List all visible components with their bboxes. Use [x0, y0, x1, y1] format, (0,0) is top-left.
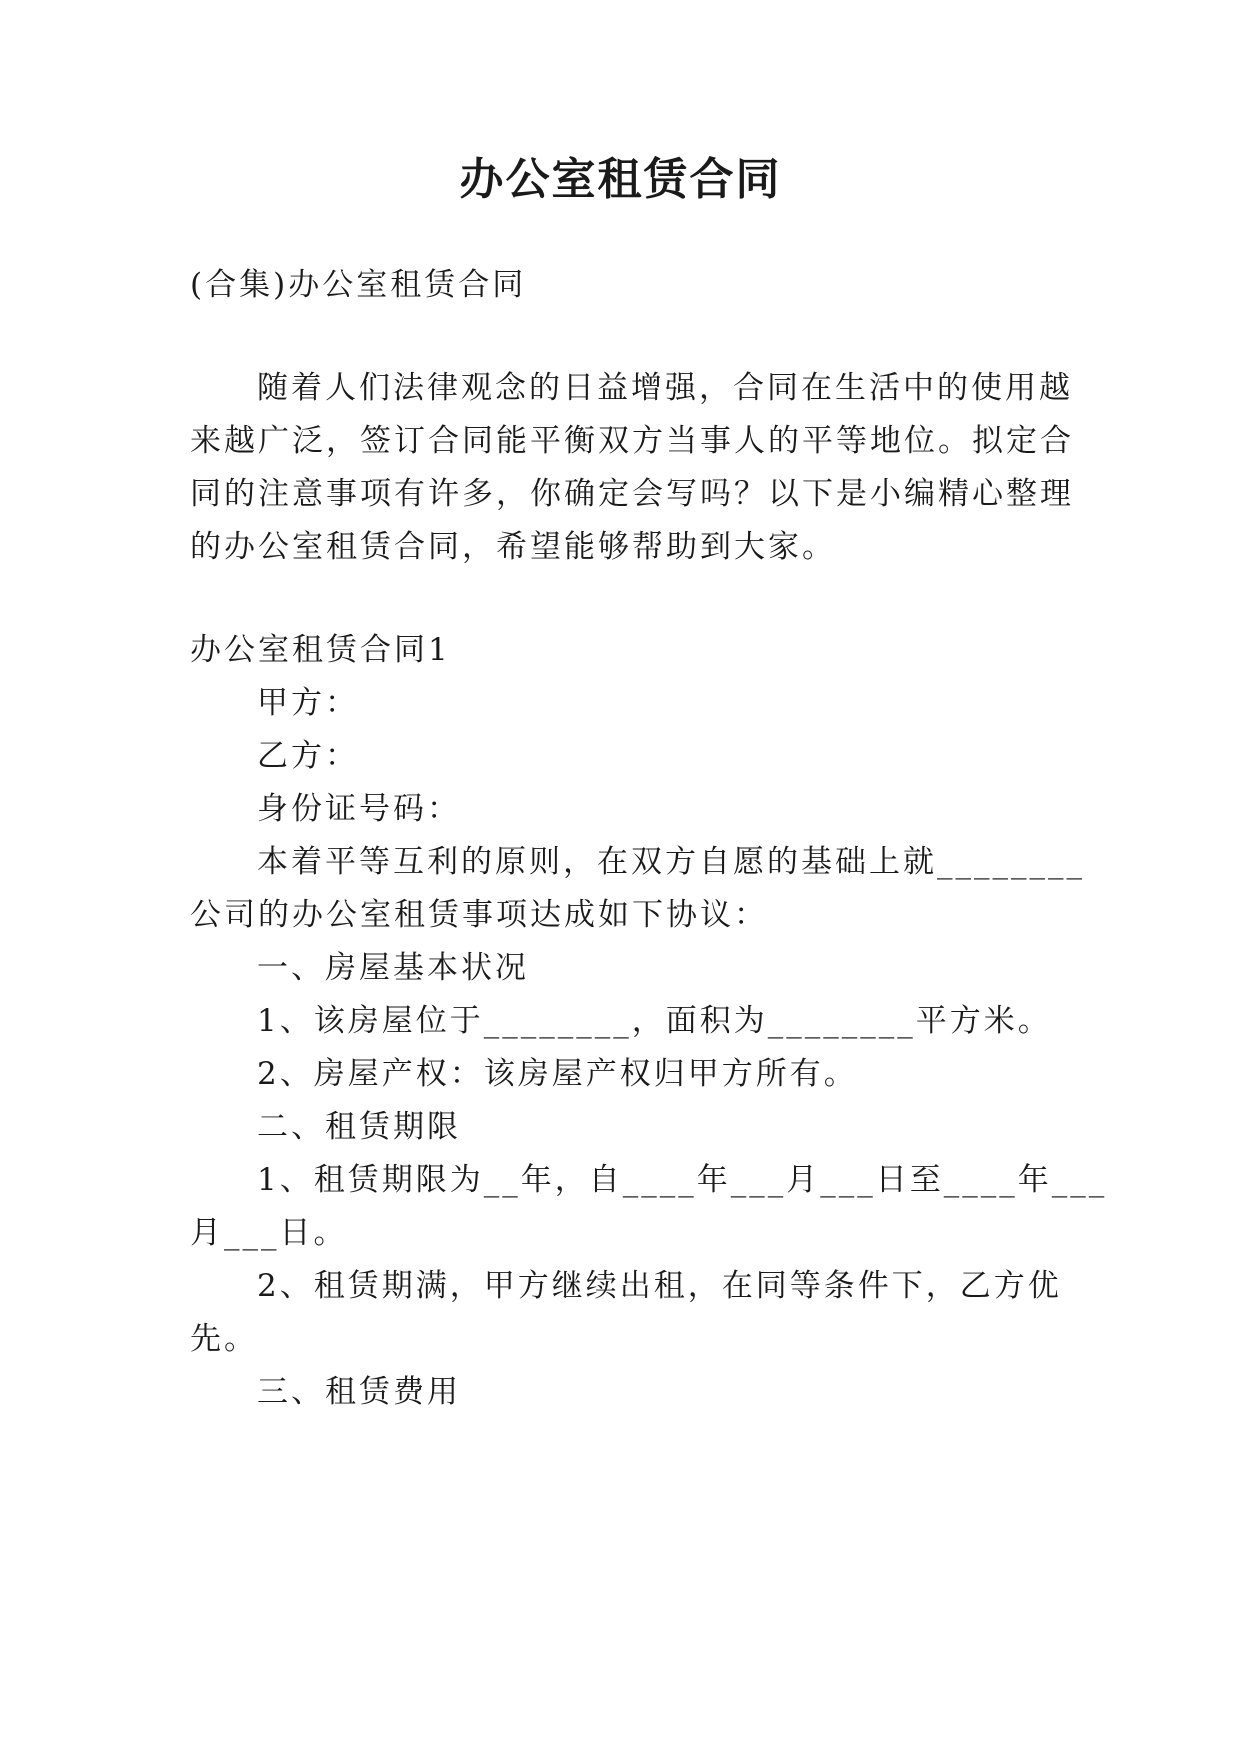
- document-subtitle: (合集)办公室租赁合同: [190, 267, 527, 303]
- clause-2-1-line-1: 1、租赁期限为__年，自____年___月___日至____年___: [257, 1162, 1108, 1198]
- clause-1-2: 2、房屋产权：该房屋产权归甲方所有。: [257, 1056, 858, 1092]
- preamble-line-2: 公司的办公室租赁事项达成如下协议：: [190, 897, 768, 933]
- intro-line-3: 同的注意事项有许多，你确定会写吗？以下是小编精心整理: [190, 476, 1074, 512]
- id-number-label: 身份证号码：: [257, 791, 461, 827]
- clause-2-heading: 二、租赁期限: [257, 1109, 461, 1145]
- clause-2-2-line-2: 先。: [190, 1321, 258, 1357]
- section-heading: 办公室租赁合同1: [190, 632, 451, 668]
- party-b-label: 乙方：: [257, 738, 359, 774]
- preamble-line-1: 本着平等互利的原则，在双方自愿的基础上就________: [257, 844, 1085, 880]
- intro-line-2: 来越广泛，签订合同能平衡双方当事人的平等地位。拟定合: [190, 423, 1074, 459]
- clause-1-1: 1、该房屋位于________，面积为________平方米。: [257, 1003, 1052, 1039]
- clause-2-1-line-2: 月___日。: [190, 1215, 348, 1251]
- intro-line-4: 的办公室租赁合同，希望能够帮助到大家。: [190, 529, 836, 565]
- intro-line-1: 随着人们法律观念的日益增强，合同在生活中的使用越: [257, 370, 1073, 406]
- clause-2-2-line-1: 2、租赁期满，甲方继续出租，在同等条件下，乙方优: [257, 1268, 1062, 1304]
- party-a-label: 甲方：: [257, 685, 359, 721]
- document-title: 办公室租赁合同: [459, 154, 782, 205]
- clause-3-heading: 三、租赁费用: [257, 1374, 461, 1410]
- clause-1-heading: 一、房屋基本状况: [257, 950, 529, 986]
